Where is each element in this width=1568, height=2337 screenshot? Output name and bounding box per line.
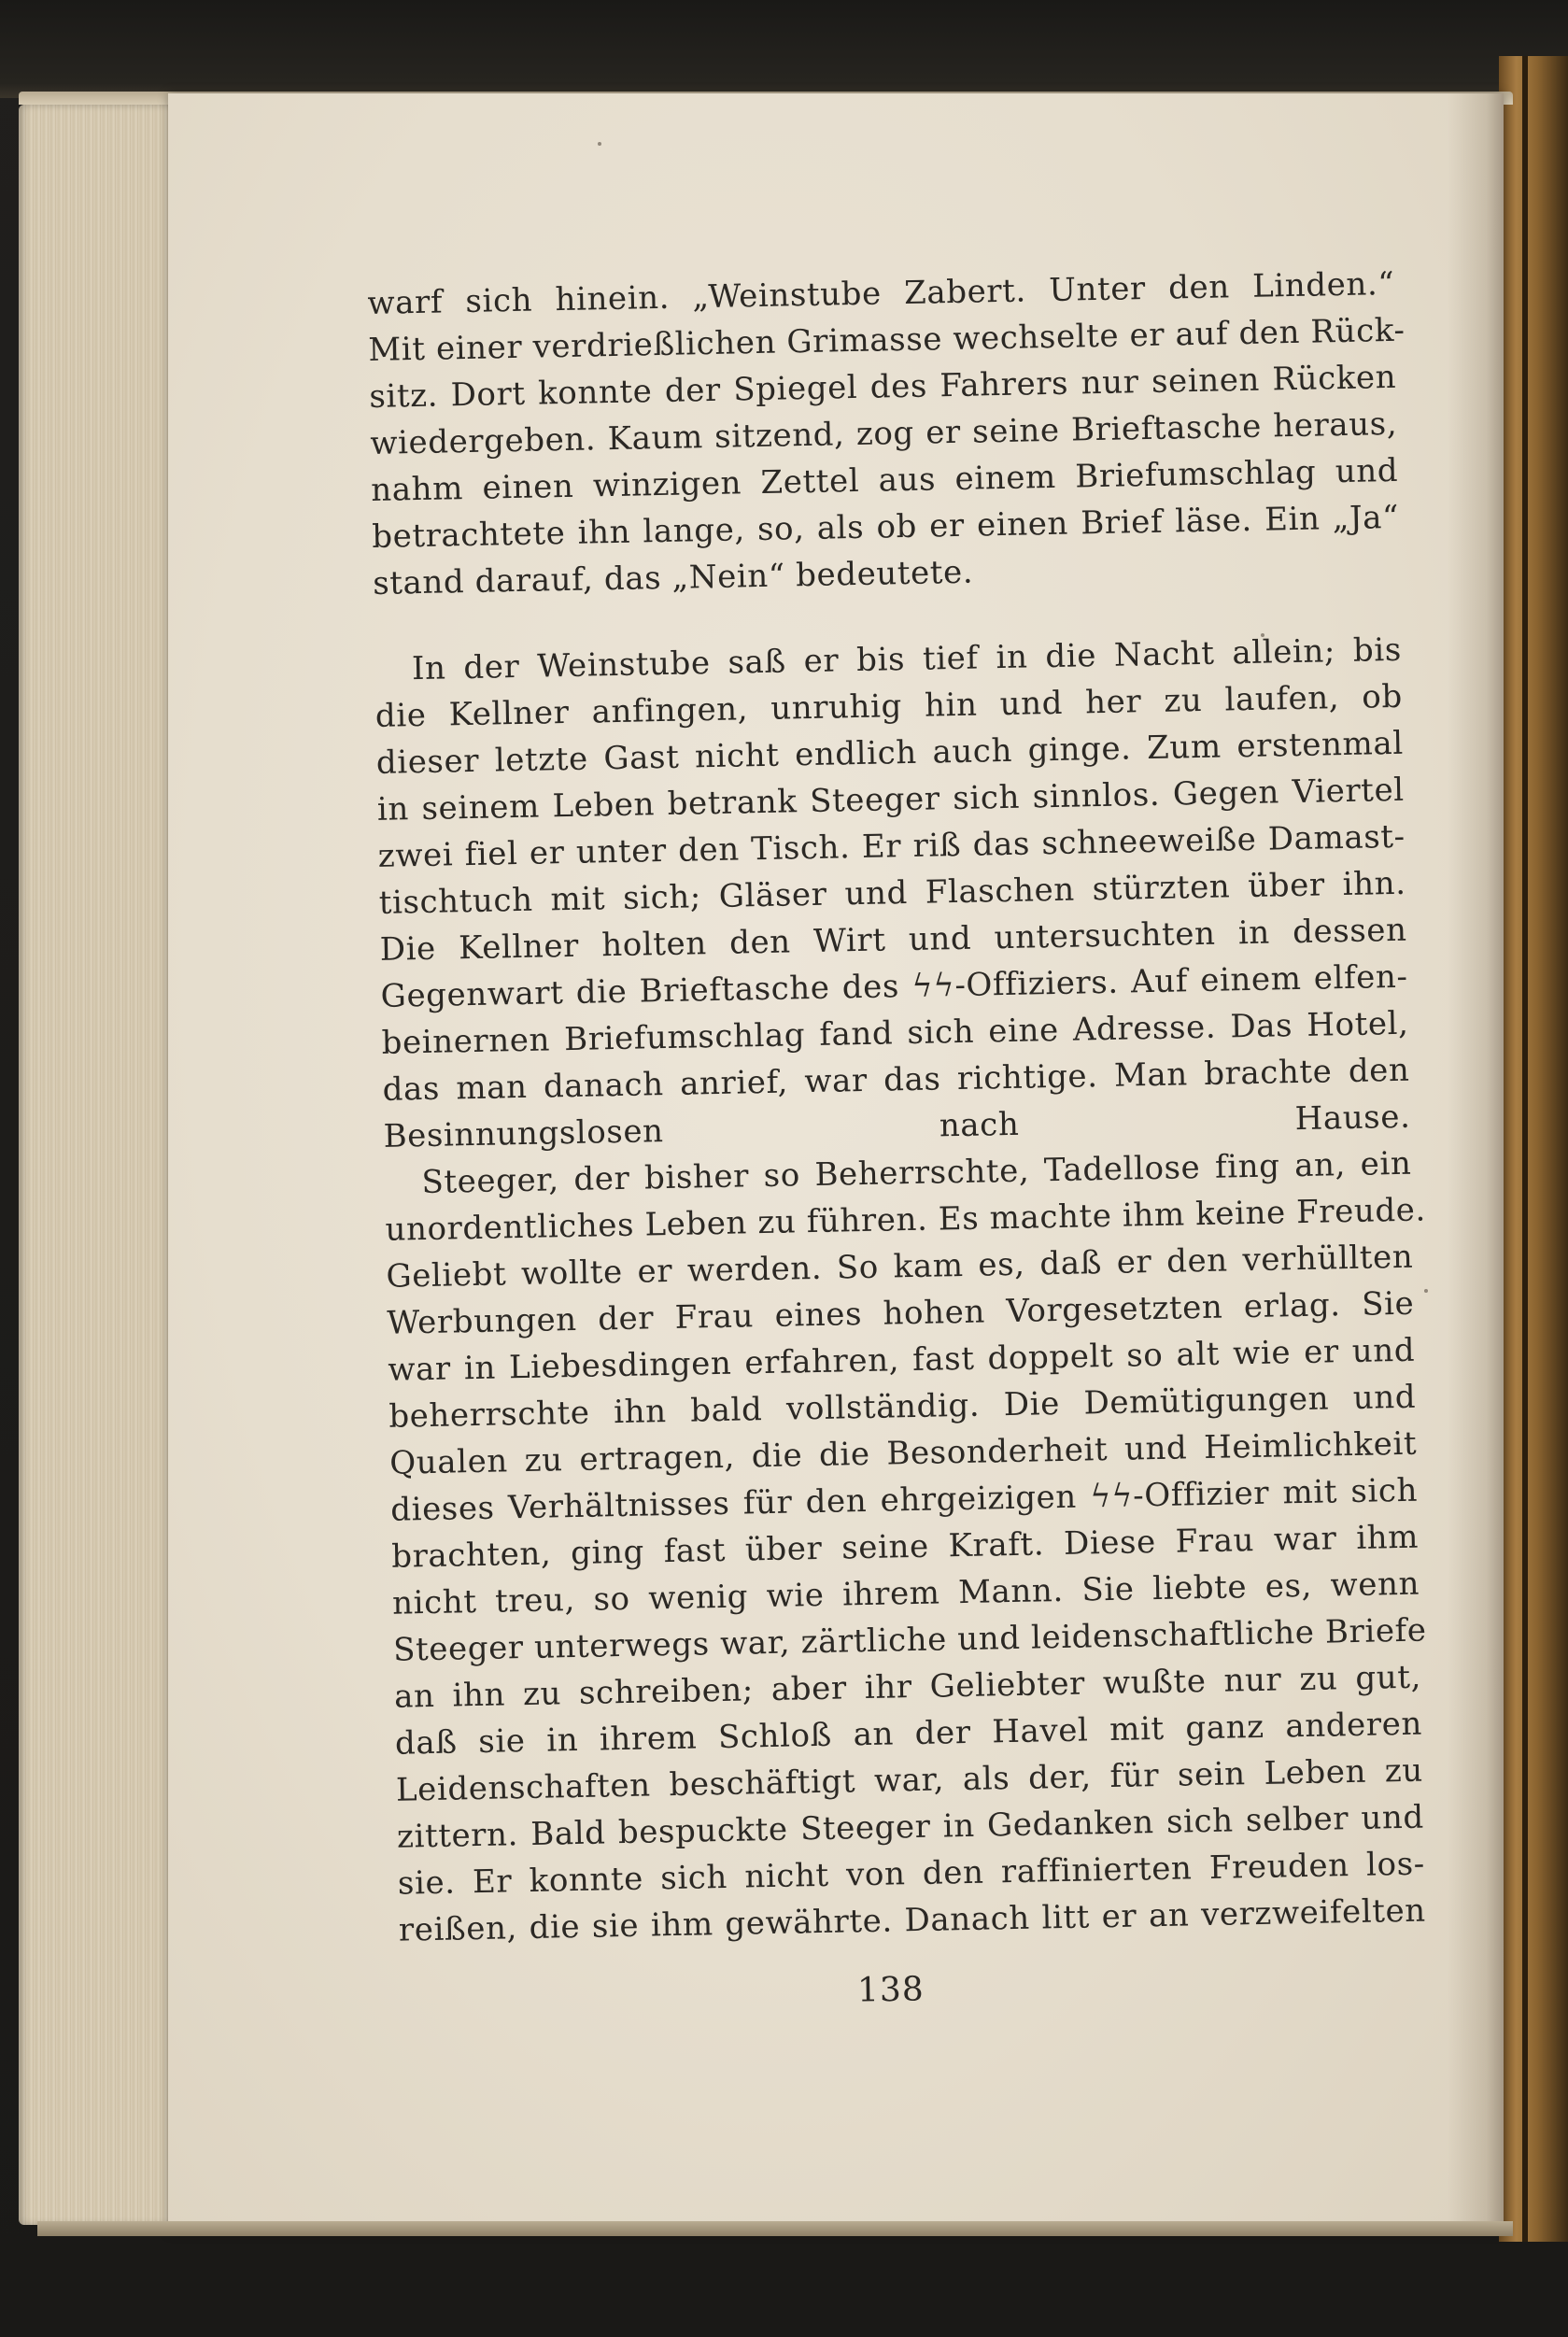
- text-line: Geliebt wollte er werden. So kam es, daß er den verhüllten: [386, 1238, 1414, 1296]
- book-cover-top: [0, 0, 1568, 98]
- book-binding: [1499, 56, 1568, 2242]
- text-line: stand darauf, das „Nein“ bedeutete.: [372, 553, 974, 602]
- paper-speck: [598, 142, 601, 146]
- text-line: das man danach anrief, war das richtige. Man brachte den: [382, 1051, 1410, 1109]
- text-line: Die Kellner holten den Wirt und untersuchten in dessen: [379, 911, 1407, 969]
- text-line: nahm einen winzigen Zettel aus einem Briefumschlag und: [370, 451, 1399, 509]
- body-text: [367, 261, 1426, 1954]
- text-line: Steeger unterwegs war, zärtliche und leidenschaftliche Briefe: [392, 1611, 1427, 1669]
- text-line: betrachtete ihn lange, so, als ob er einen Brief läse. Ein „Ja“: [371, 498, 1400, 556]
- text-line: wiedergeben. Kaum sitzend, zog er seine Brieftasche heraus,: [369, 404, 1398, 462]
- text-line: unordentliches Leben zu führen. Es machte ihm keine Freude.: [385, 1191, 1427, 1249]
- text-line: in seinem Leben betrank Steeger sich sinnlos. Gegen Viertel: [376, 771, 1406, 829]
- text-line: reißen, die sie ihm gewährte. Danach litt er an verzweifelten: [398, 1891, 1427, 1949]
- page-bottom-edge: [37, 2221, 1513, 2236]
- page-gutter-shadow: [1448, 93, 1504, 2232]
- paper-speck: [1424, 1289, 1428, 1293]
- text-line: sie. Er konnte sich nicht von den raffinierten Freuden los-: [397, 1845, 1426, 1903]
- text-line: daß sie in ihrem Schloß an der Havel mit ganz anderen: [394, 1705, 1423, 1763]
- binding-edge: [1522, 56, 1528, 2242]
- text-line: war in Liebesdingen erfahren, fast doppelt so alt wie er und: [388, 1331, 1416, 1389]
- text-line: Werbungen der Frau eines hohen Vorgesetzten erlag. Sie: [387, 1284, 1415, 1342]
- text-line: beinernen Briefumschlag fand sich eine Adresse. Das Hotel,: [381, 1004, 1409, 1062]
- text-line: Mit einer verdrießlichen Grimasse wechselte er auf den Rück-: [368, 311, 1406, 369]
- paragraph-1: [367, 261, 1406, 607]
- text-line: zwei fiel er unter den Tisch. Er riß das schneeweiße Damast-: [377, 817, 1406, 875]
- text-line: die Kellner anfingen, unruhig hin und her zu laufen, ob: [374, 677, 1404, 735]
- text-line: Steeger, der bisher so Beherrschte, Tadellose fing an, ein: [421, 1144, 1412, 1202]
- text-line: dieser letzte Gast nicht endlich auch ginge. Zum erstenmal: [375, 724, 1405, 782]
- text-line: sitz. Dort konnte der Spiegel des Fahrers nur seinen Rücken: [369, 358, 1397, 416]
- text-line: tischtuch mit sich; Gläser und Flaschen stürzten über ihn.: [378, 864, 1406, 922]
- text-line: an ihn zu schreiben; aber ihr Geliebter wußte nur zu gut,: [393, 1658, 1422, 1716]
- text-line: beherrschte ihn bald vollständig. Die Demütigungen und: [388, 1378, 1417, 1436]
- text-line: Qualen zu ertragen, die die Besonderheit und Heimlichkeit: [388, 1424, 1418, 1482]
- text-line: warf sich hinein. „Weinstube Zabert. Unter den Linden.“: [367, 264, 1395, 322]
- text-line: brachten, ging fast über seine Kraft. Diese Frau war ihm: [390, 1518, 1420, 1576]
- page-number: 138: [856, 1970, 925, 2010]
- text-line: dieses Verhältnisses für den ehrgeizigen ϟϟ-Offizier mit sich: [389, 1471, 1419, 1529]
- text-line: Gegenwart die Brieftasche des ϟϟ-Offiziers. Auf einem elfen-: [380, 957, 1408, 1015]
- text-line: zittern. Bald bespuckte Steeger in Gedanken sich selber und: [396, 1798, 1425, 1856]
- paragraph-2: [374, 627, 1411, 1160]
- text-line: Leidenschaften beschäftigt war, als der, für sein Leben zu: [395, 1751, 1424, 1809]
- page-edges: [19, 105, 177, 2225]
- paragraph-3: [384, 1140, 1426, 1954]
- text-line: In der Weinstube saß er bis tief in die Nacht allein; bis: [411, 630, 1403, 688]
- text-line: nicht treu, so wenig wie ihrem Mann. Sie liebte es, wenn: [391, 1565, 1420, 1622]
- text-line: Besinnungslosen nach Hause.: [383, 1098, 1411, 1155]
